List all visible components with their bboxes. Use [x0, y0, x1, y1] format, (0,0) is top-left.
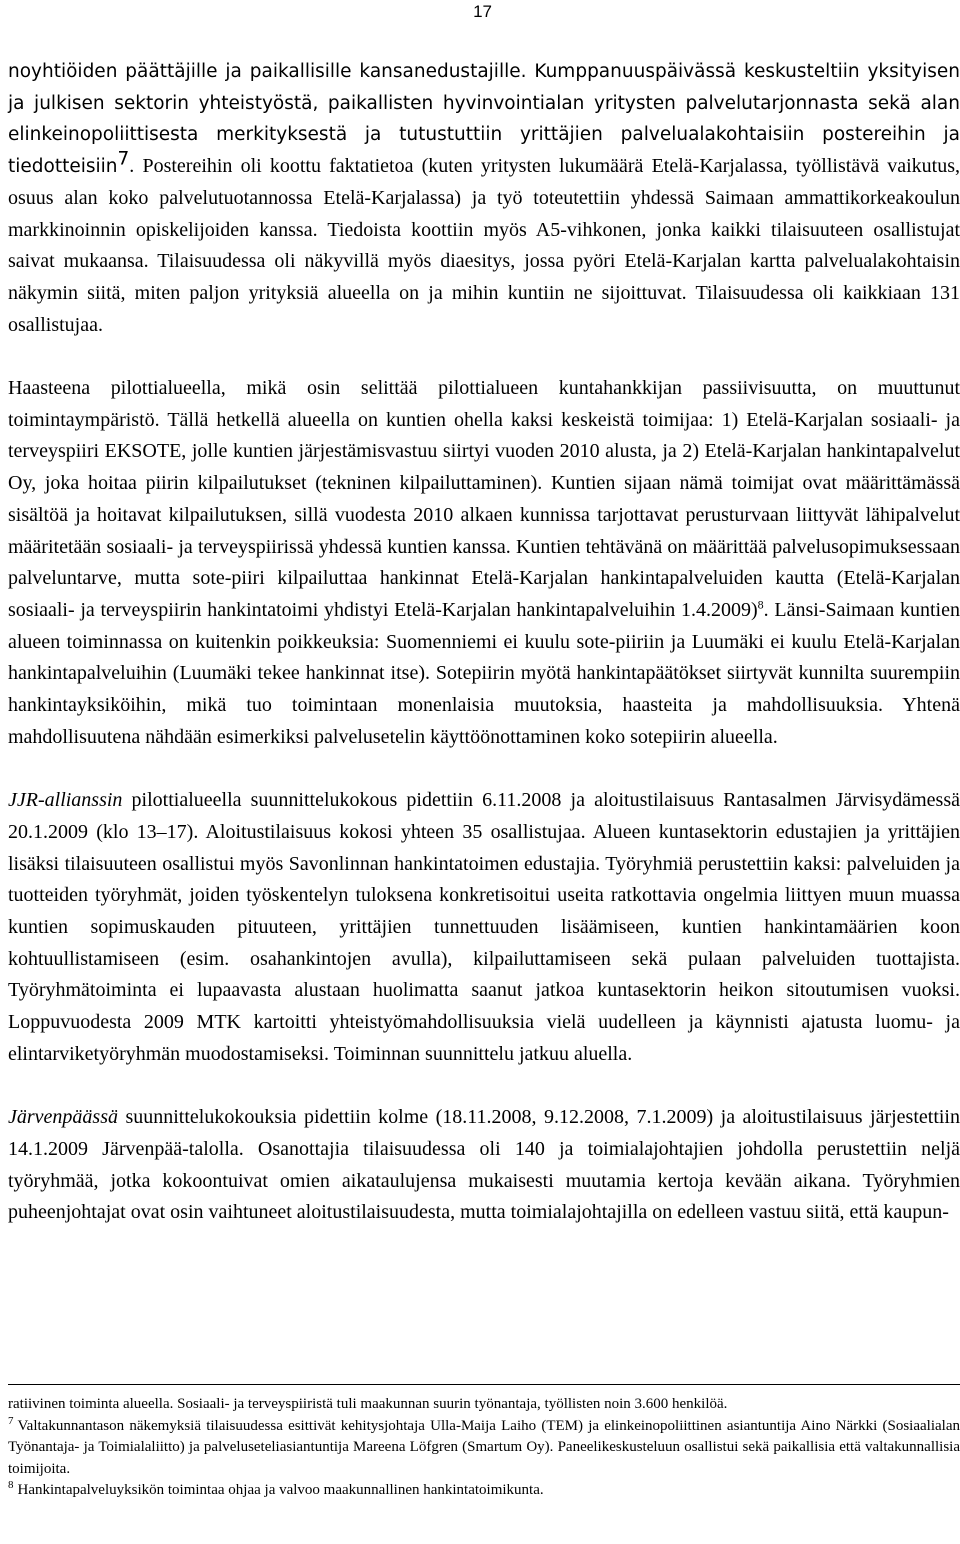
footnote-7-mark: 7: [8, 1414, 14, 1427]
footnote-8: [8, 1480, 960, 1502]
paragraph-1-text-a: noyhtiöiden päättäjille ja paikallisille kansanedustajille. Kumppanuuspäivässä keskusteltiin yksityisen ja julkisen sektorin yhteistyöstä, paikallisten hyvinvointialan yritysten palvelutarjonnasta sekä alan elinkeinopoliittisesta merkityksestä ja tutustuttiin yrittäjien palvelualakohtaisiin postereihin ja tiedotteisiin: [8, 61, 960, 178]
paragraph-3-text: pilottialueella suunnittelukokous pidettiin 6.11.2008 ja aloitustilaisuus Rantasalmen Järvisydämessä 20.1.2009 (klo 13–17). Aloitustilaisuus kokosi yhteen 35 osallistujaa. Alueen kuntasektorin edustajien ja yrittäjien lisäksi tilaisuuteen osallistui myös Savonlinnan hankintatoimen edustajia. Työryhmiä perustettiin kaksi: palveluiden ja tuotteiden työryhmät, joiden työskentelyn tuloksena konkretisoitui useita ratkottavia ongelmia liittyen muun muassa kuntien sopimuskauden pituuteen, yrittäjien tunnettuuden lisäämiseen, kuntien hankintamäärien koon kohtuullistamiseen (esim. osahankintojen avulla), kilpailuttamiseen sekä pulaan palveluiden tuottajista. Työryhmätoiminta ei lupaavasta alustaan huolimatta saanut jatkoa kuntasektorin heikon sitoutumisen vuoksi. Loppuvuodesta 2009 MTK kartoitti yhteistyömahdollisuuksia vielä uudelleen ja käynnisti ajatusta luomu- ja elintarviketyöryhmän muodostamiseksi. Toiminnan suunnittelu jatkuu aluella.: [8, 789, 960, 1065]
footnote-ref-7: 7: [117, 148, 130, 170]
paragraph-2-text-a: Haasteena pilottialueella, mikä osin selittää pilottialueen kuntahankkijan passiivisuutta, on muuttunut toimintaympäristö. Tällä hetkellä alueella on kuntien ohella kaksi keskeistä toimijaa: 1) Etelä-Karjalan sosiaali- ja terveyspiiri EKSOTE, jolle kuntien järjestämisvastuu siirtyi vuoden 2010 alusta, ja 2) Etelä-Karjalan hankintapalvelut Oy, joka hoitaa piirin kilpailutukset (tekninen kilpailuttaminen). Kuntien sijaan nämä toimijat ovat määrittämässä sisältöä ja hoitavat kilpailutuksen, sillä vuodesta 2010 alkaen kunnissa tarjottavat perusturvaan liittyvät lähipalvelut määritetään sosiaali- ja terveyspiirissä yhdessä kuntien kanssa. Kuntien tehtävänä on määrittää palvelusopimuksessaan palveluntarve, mutta sote-piiri kilpailuttaa hankinnat Etelä-Karjalan hankintapalveluiden kautta (Etelä-Karjalan sosiaali- ja terveyspiirin hankintatoimi yhdistyi Etelä-Karjalan hankintapalveluihin 1.4.2009): [8, 377, 960, 621]
footnote-ref-8: 8: [757, 597, 764, 612]
footnotes: [8, 1394, 960, 1502]
paragraph-4-text: suunnittelukokouksia pidettiin kolme (18.11.2008, 9.12.2008, 7.1.2009) ja aloitustilaisuus järjestettiin 14.1.2009 Järvenpää-talolla. Osanottajia tilaisuudessa oli 140 ja toimialajohtajien johdolla perustettiin neljä työryhmää, jotka kokoontuivat omien aikataulujensa mukaisesti muutamia kertoja kevään aikana. Työryhmien puheenjohtajat ovat osin vaihtuneet aloitustilaisuudesta, mutta toimialajohtajilla on edelleen vastuu siitä, että kaupun-: [8, 1106, 960, 1224]
paragraph-4: [8, 1102, 960, 1229]
main-text: [8, 56, 960, 1229]
paragraph-3-lead: JJR-allianssin: [8, 789, 123, 812]
footnote-divider: [8, 1384, 960, 1385]
paragraph-2-text-b: . Länsi-Saimaan kuntien alueen toiminnassa on kuitenkin poikkeuksia: Suomenniemi ei kuulu sote-piiriin ja Luumäki ei kuulu Etelä-Karjalan hankintapalveluihin (Luumäki tekee hankinnat itse). Sotepiirin myötä hankintapäätökset siirtyvät kunnilta suurempiin hankintayksiköihin, mikä tuo toimintaan monenlaisia muutoksia, haasteita ja mahdollisuuksia. Yhtenä mahdollisuutena nähdään esimerkiksi palvelusetelin käyttöönottaminen koko sotepiirin alueella.: [8, 598, 960, 748]
footnote-8-mark: 8: [8, 1479, 14, 1491]
paragraph-2: [8, 373, 960, 753]
paragraph-1-text-b: . Postereihin oli koottu faktatietoa (kuten yritysten lukumäärä Etelä-Karjalassa, työllistävä vaikutus, osuus alan koko palvelutuotannossa Etelä-Karjalassa) ja työ toteutettiin yhdessä Saimaan ammattikorkeakoulun markkinoinnin opiskelijoiden kanssa. Tiedoista koottiin myös A5-vihkonen, jonka kaikki tilaisuuteen osallistujat saivat mukaansa. Tilaisuudessa oli näkyvillä myös diaesitys, jossa pyöri Etelä-Karjalan kartta palvelualakohtaisin näkymin siitä, miten paljon yrityksiä alueella on ja mihin kuntiin ne sijoittuvat. Tilaisuudessa oli kaikkiaan 131 osallistujaa.: [8, 155, 960, 336]
footnote-continued: ratiivinen toiminta alueella. Sosiaali- ja terveyspiiristä tuli maakunnan suurin työnantaja, työllisten noin 3.600 henkilöä.: [8, 1396, 728, 1412]
paragraph-3: [8, 785, 960, 1070]
paragraph-4-lead: Järvenpäässä: [8, 1106, 118, 1129]
footnote-8-text: Hankintapalveluyksikön toimintaa ohjaa ja valvoo maakunnallinen hankintatoimikunta.: [17, 1482, 544, 1498]
page-number: 17: [473, 2, 492, 21]
footnote-7-text: Valtakunnantason näkemyksiä tilaisuudessa esittivät kehitysjohtaja Ulla-Maija Laiho (TEM) ja elinkeinopoliittinen asiantuntija Aino Närkki (Sosiaalialan Työnantaja- ja Toimialaliitto) ja palveluseteliasiantuntija Mareena Löfgren (Smartum Oy). Paneelikeskusteluun osallistui sekä paikallisia että valtakunnallisia toimijoita.: [8, 1417, 960, 1477]
footnote-7: [8, 1416, 960, 1481]
paragraph-1: [8, 56, 960, 341]
